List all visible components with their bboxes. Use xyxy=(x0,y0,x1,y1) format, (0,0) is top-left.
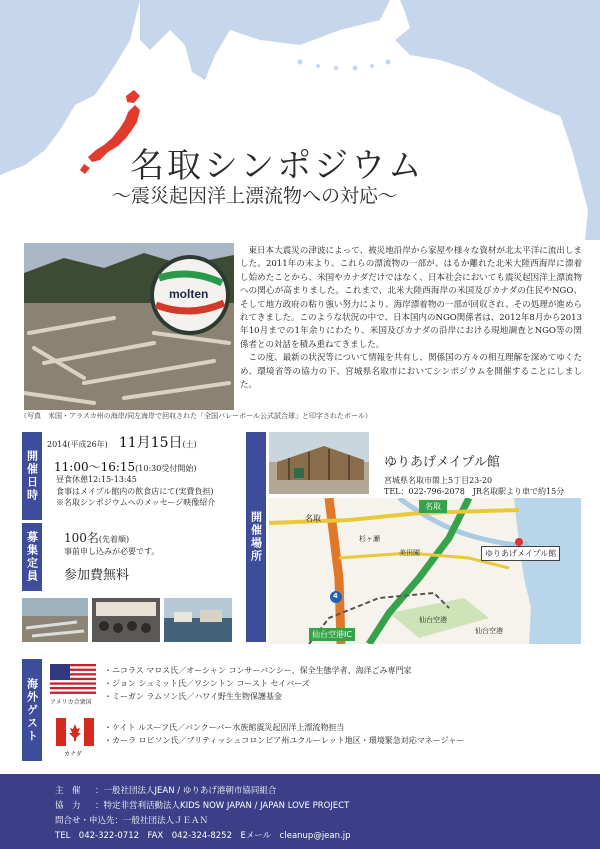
reservation-note: 事前申し込みが必要です。 xyxy=(64,547,160,556)
count-value: 100名 xyxy=(64,531,99,545)
time-note: (10:30受付開始) xyxy=(135,464,197,473)
map-route-4: 4 xyxy=(333,592,338,600)
note-video: ※名取シンポジウムへのメッセージ映像紹介 xyxy=(56,498,216,507)
coop-value: ：特定非営利活動法人KIDS NOW JAPAN / JAPAN LOVE PROJECT xyxy=(95,801,350,811)
page-subtitle: 〜震災起因洋上漂流物への対応〜 xyxy=(112,185,398,207)
harbor-photo xyxy=(164,598,232,642)
note-meal: 食事はメイプル館内の飲食店にて(実費負担) xyxy=(56,486,214,496)
capacity-count xyxy=(64,527,129,546)
date-weekday: (土) xyxy=(182,440,197,449)
venue-map xyxy=(269,498,581,644)
meeting-photo xyxy=(92,598,160,642)
venue-photo xyxy=(269,432,369,494)
organizer-value: ：一般社団法人JEAN / ゆりあげ港朝市協同組合 xyxy=(95,786,277,796)
intro-text xyxy=(240,245,582,392)
photo-caption: （写真 米国・アラスカ州の海岸/同左海岸で回収された「全国バレーボール公式試合球」と印字されたボール） xyxy=(20,412,372,420)
usa-flag-icon xyxy=(50,664,96,694)
footer-phone: TEL 042-322-0712 FAX 042-324-8252 Eメール cleanup@jean.jp xyxy=(55,831,351,841)
schedule-notes xyxy=(56,474,215,509)
usa-guest-list xyxy=(104,664,412,703)
schedule-label: 開催日時 xyxy=(22,432,42,520)
organizer-key: 主 催 xyxy=(55,786,81,796)
canada-flag-icon xyxy=(56,718,94,746)
map-label-airport-ic: 仙台空港IC xyxy=(309,628,355,641)
map-label-airport: 仙台空港 xyxy=(419,616,447,624)
venue-address: 宮城県名取市閖上5丁目23-20 xyxy=(384,476,493,485)
intro-paragraph-2: この度、最新の状況等について情報を共有し、関係国の方々の相互理解を深めてゆくため、環境省等の協力の下、宮城県名取市においてシンポジウムを開催することにしました。 xyxy=(240,353,582,391)
coop-key: 協 力 xyxy=(55,801,81,811)
usa-label: アメリカ合衆国 xyxy=(50,699,92,706)
footer-contact xyxy=(55,814,208,826)
contact-value: ：一般社団法人ＪＥＡＮ xyxy=(114,816,209,826)
fee-text: 参加費無料 xyxy=(64,568,130,583)
guest-usa-1: ・ニコラス マロス氏／オーシャン コンサーバンシー、保全生態学者、海洋ごみ専門家 xyxy=(104,666,412,675)
schedule-date xyxy=(47,432,197,452)
capacity-label: 募集定員 xyxy=(22,523,42,591)
guest-usa-2: ・ジョン シュミット氏／ワシントン コースト セイバーズ xyxy=(104,679,310,688)
count-note: (先着順) xyxy=(98,535,130,544)
footer xyxy=(0,774,600,849)
venue-name: ゆりあげメイプル館 xyxy=(384,455,500,470)
map-label-minoda: 美田園 xyxy=(399,549,420,557)
footer-organizer xyxy=(55,784,276,796)
map-label-airport-station: 仙台空港 xyxy=(475,627,503,635)
schedule-time xyxy=(54,456,196,475)
footer-coop xyxy=(55,799,349,811)
note-lunch: 昼食休憩12:15-13:45 xyxy=(56,475,137,484)
map-label-natori-box: 名取 xyxy=(419,500,447,513)
driftwood-photo xyxy=(24,243,234,410)
contact-key: 問合せ・申込先 xyxy=(55,816,115,826)
map-label-natori: 名取 xyxy=(305,514,321,523)
time-main: 11:00〜16:15 xyxy=(54,460,136,474)
guest-canada-1: ・ケイト ルスーフ氏／バンクーバー水族館震災起因洋上漂流物担当 xyxy=(104,723,345,732)
intro-paragraph-1: 東日本大震災の津波によって、被災地沿岸から家屋や様々な資材が北太平洋に流出しました。2011年の末より、これらの漂流物の一部が、はるか離れた北米大陸西海岸に漂着し始めたことから、米国やカナダだけではなく、日本社会においても震災起因洋上漂流物への関心が高まりました。これまで、北米大陸西海岸の米国及びカナダの住民やNGO、そして地方政府の粘り強い努力により、海岸漂着物の一部が回収され、その処理が進められてきました。このような状況の中で、日本国内のNGO関係者は、2012年8月から2013年10月までの1年余りにわたり、米国及びカナダの沿岸における現地調査とNGO等の関係者との対話を積み重ねてきました。 xyxy=(240,246,582,350)
date-prefix: 2014(平成26年) xyxy=(47,440,108,449)
beach-photo xyxy=(22,598,88,642)
guest-canada-2: ・カーラ ロビソン氏／ブリティッシュコロンビア州ユクルーレット地区・環境緊急対応マネージャー xyxy=(104,736,465,745)
map-label-sugigase: 杉ヶ瀬 xyxy=(359,535,380,543)
canada-guest-list xyxy=(104,721,464,747)
ball-brand: molten xyxy=(169,287,209,301)
page-title: 名取シンポジウム xyxy=(130,146,425,186)
canada-label: カナダ xyxy=(64,751,82,758)
guest-usa-3: ・ミーガン ラムソン氏／ハワイ野生生物保護基金 xyxy=(104,692,283,701)
date-main: 11月15日 xyxy=(118,435,183,451)
venue-label: 開催場所 xyxy=(246,432,266,642)
map-label-yuriage: ゆりあげメイプル館 xyxy=(481,546,560,561)
venue-tel: TEL：022-796-2078 JR名取駅より車で約15分 xyxy=(384,487,565,496)
guests-label: 海外ゲスト xyxy=(22,659,42,761)
